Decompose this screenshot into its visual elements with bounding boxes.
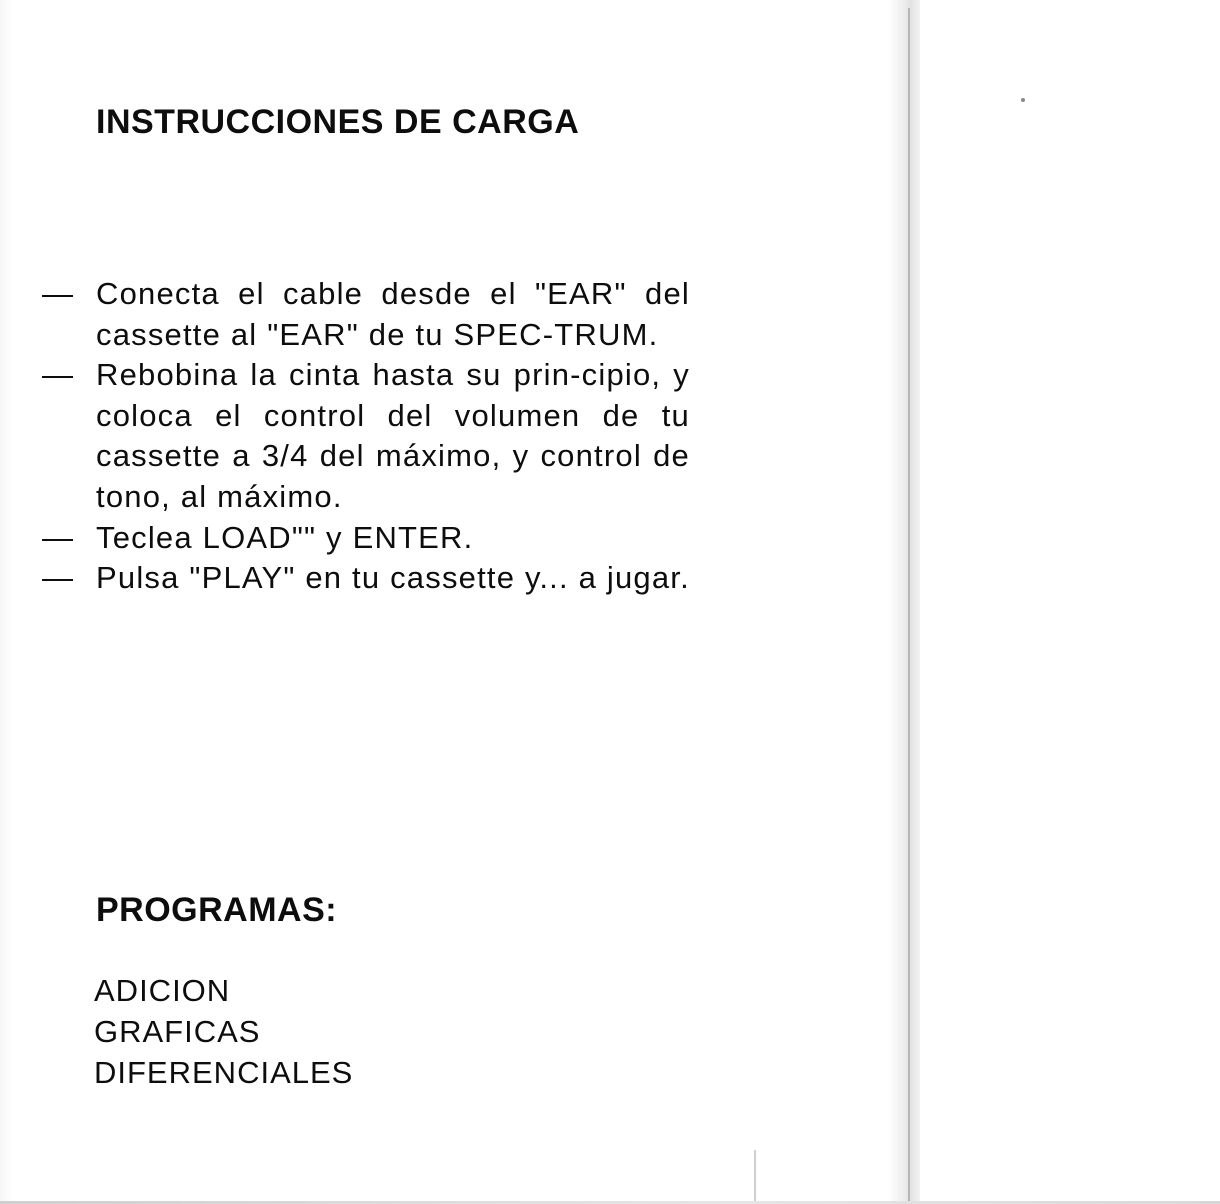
paper-speck bbox=[1021, 98, 1025, 102]
program-item: ADICION bbox=[94, 973, 231, 1008]
dash-bullet: — bbox=[42, 560, 75, 596]
programs-heading: PROGRAMAS: bbox=[96, 891, 338, 929]
right-page bbox=[920, 0, 1220, 1204]
loading-step-text: Conecta el cable desde el "EAR" del cassette al "EAR" de tu SPEC-TRUM. bbox=[96, 276, 690, 352]
loading-step-text: Rebobina la cinta hasta su prin-cipio, y coloca el control del volumen de tu cassette a 3/4 del máximo, y control de tono, al máximo. bbox=[96, 357, 690, 514]
dash-bullet: — bbox=[42, 276, 75, 311]
loading-step bbox=[0, 355, 690, 517]
page-fold-line bbox=[908, 8, 910, 1204]
loading-instructions-heading: INSTRUCCIONES DE CARGA bbox=[96, 103, 580, 141]
loading-step-text: Pulsa "PLAY" en tu cassette y... a jugar. bbox=[96, 560, 690, 596]
dash-bullet: — bbox=[42, 357, 75, 393]
page-fold-shadow bbox=[888, 0, 920, 1204]
dash-bullet: — bbox=[42, 519, 75, 555]
crease-mark bbox=[754, 1150, 756, 1202]
loading-step bbox=[0, 274, 690, 355]
loading-step-text: Teclea LOAD"" y ENTER. bbox=[96, 519, 474, 555]
loading-steps-list bbox=[0, 274, 690, 599]
programs-list bbox=[94, 970, 353, 1093]
loading-step bbox=[0, 518, 690, 559]
program-item: DIFERENCIALES bbox=[94, 1055, 354, 1090]
program-item: GRAFICAS bbox=[94, 1014, 261, 1049]
loading-step bbox=[0, 558, 690, 599]
